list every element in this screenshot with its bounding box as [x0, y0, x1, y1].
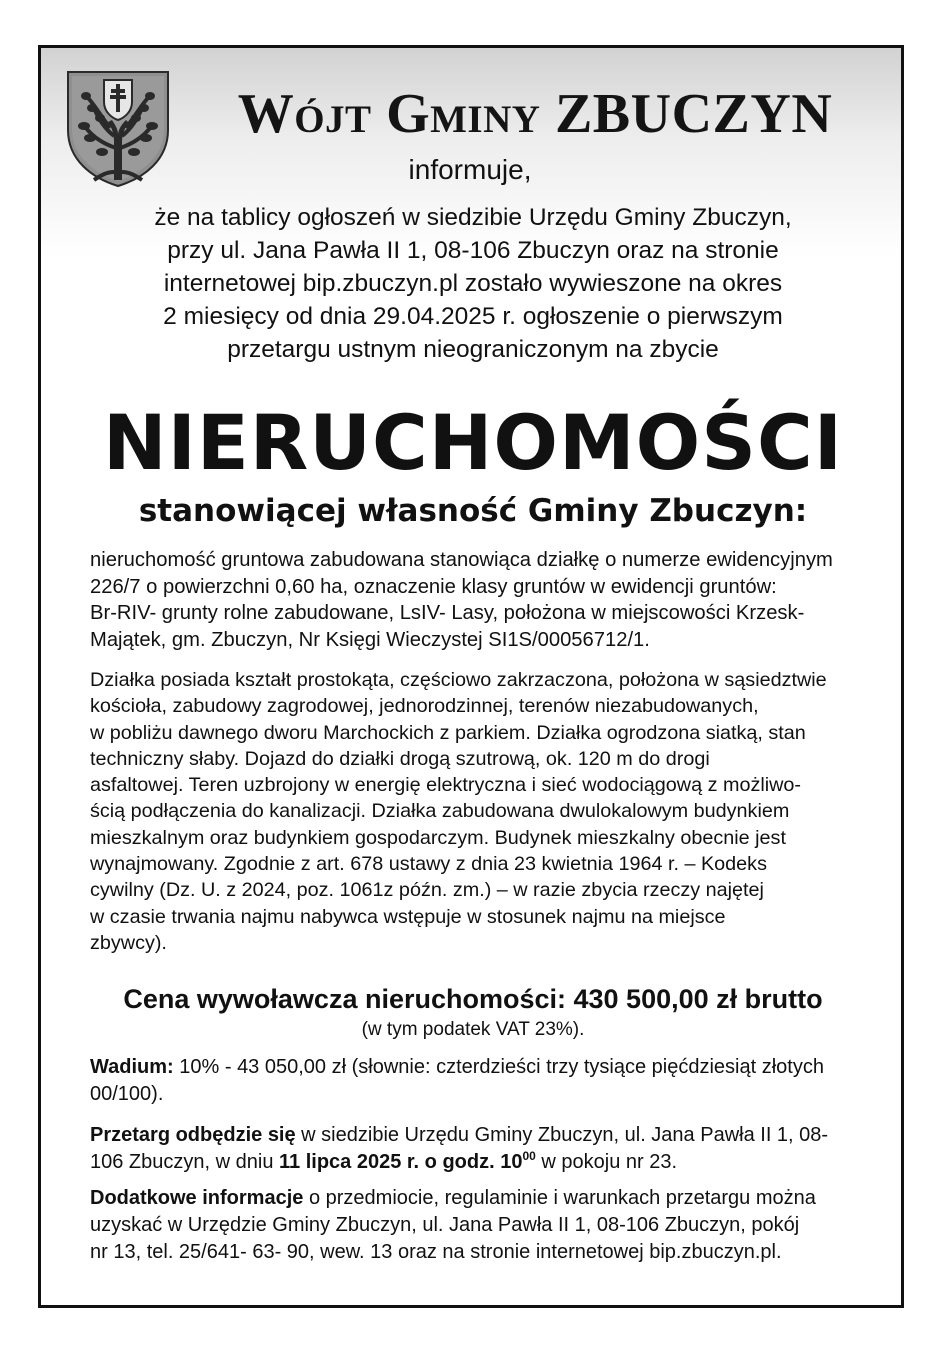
intro-line: internetowej bip.zbuczyn.pl zostało wywieszone na okres	[163, 270, 783, 297]
description-line: Br-RIV- grunty rolne zabudowane, LsIV- Lasy, położona w miejscowości Krzesk-	[90, 602, 805, 624]
details-line: zbywcy).	[90, 931, 167, 954]
description-line: Majątek, gm. Zbuczyn, Nr Księgi Wieczystej SI1S/00056712/1.	[90, 628, 650, 651]
subheadline: stanowiącej własność Gminy Zbuczyn:	[138, 493, 808, 529]
info-line: nr 13, tel. 25/641- 63- 90, wew. 13 oraz na stronie internetowej bip.zbuczyn.pl.	[90, 1241, 782, 1263]
info-text: o przedmiocie, regulaminie i warunkach przetargu można	[303, 1187, 816, 1209]
auction-text: 106 Zbuczyn, w dniu	[90, 1151, 279, 1173]
property-description	[90, 547, 856, 653]
auction-text: w siedzibie Urzędu Gminy Zbuczyn, ul. Jana Pawła II 1, 08-	[295, 1124, 829, 1146]
details-line: Działka posiada kształt prostokąta, częściowo zakrzaczona, położona w sąsiedztwie	[90, 669, 827, 691]
wadium-line	[90, 1054, 856, 1081]
wadium-line: 00/100).	[90, 1083, 164, 1105]
auction-minutes: 00	[522, 1149, 536, 1163]
description-line: nieruchomość gruntowa zabudowana stanowiąca działkę o numerze ewidencyjnym	[90, 549, 833, 571]
details-line: w czasie trwania najmu nabywca wstępuje w stosunek najmu na miejsce	[90, 905, 726, 928]
info-line	[90, 1185, 856, 1212]
description-line: 226/7 o powierzchni 0,60 ha, oznaczenie klasy gruntów w ewidencji gruntów:	[90, 575, 777, 598]
auction-label: Przetarg odbędzie się	[90, 1124, 296, 1146]
plot-details	[90, 667, 856, 956]
auction-room: w pokoju nr 23.	[535, 1151, 678, 1173]
additional-info-section	[90, 1185, 856, 1266]
info-line: uzyskać w Urzędzie Gminy Zbuczyn, ul. Jana Pawła II 1, 08-106 Zbuczyn, pokój	[90, 1214, 800, 1236]
wadium-label: Wadium:	[90, 1056, 174, 1078]
headline: NIERUCHOMOŚCI	[102, 398, 844, 487]
details-line: techniczny słaby. Dojazd do działki drogą szutrową, ok. 120 m do drogi	[90, 747, 710, 770]
informs-text: informuje,	[408, 154, 532, 185]
details-line: asfaltowej. Teren uzbrojony w energię elektryczna i sieć wodociągową z możliwo-	[90, 774, 801, 797]
details-line: ścią podłączenia do kanalizacji. Działka zabudowana dwulokalowym budynkiem	[90, 800, 790, 823]
wadium-section	[90, 1054, 856, 1108]
details-line: kościoła, zabudowy zagrodowej, jednorodzinnej, terenów niezabudowanych,	[90, 695, 759, 718]
starting-price: Cena wywoławcza nieruchomości: 430 500,00 zł brutto	[123, 984, 823, 1014]
details-line: cywilny (Dz. U. z 2024, poz. 1061z późn. zm.) – w razie zbycia rzeczy najętej	[90, 879, 764, 902]
wadium-text: 10% - 43 050,00 zł (słownie: czterdzieści trzy tysiące pięćdziesiąt złotych	[173, 1056, 824, 1078]
details-line: w pobliżu dawnego dworu Marchockich z parkiem. Działka ogrodzona siatką, stan	[90, 721, 806, 744]
intro-line: że na tablicy ogłoszeń w siedzibie Urzędu Gminy Zbuczyn,	[154, 204, 792, 231]
auction-section	[90, 1122, 856, 1176]
vat-note: (w tym podatek VAT 23%).	[361, 1019, 585, 1040]
info-label: Dodatkowe informacje	[90, 1187, 304, 1209]
details-line: wynajmowany. Zgodnie z art. 678 ustawy z dnia 23 kwietnia 1964 r. – Kodeks	[90, 853, 767, 876]
auction-line	[90, 1122, 856, 1149]
notice-title: Wójt Gminy ZBUCZYN	[237, 83, 833, 145]
intro-paragraph	[90, 201, 856, 366]
intro-line: przetargu ustnym nieograniczonym na zbycie	[227, 336, 719, 363]
auction-date-time: 11 lipca 2025 r. o godz. 10	[279, 1151, 523, 1173]
intro-line: 2 miesięcy od dnia 29.04.2025 r. ogłoszenie o pierwszym	[163, 303, 783, 330]
auction-line	[90, 1149, 856, 1176]
details-line: mieszkalnym oraz budynkiem gospodarczym. Budynek mieszkalny obecnie jest	[90, 826, 786, 849]
intro-line: przy ul. Jana Pawła II 1, 08-106 Zbuczyn oraz na stronie	[167, 237, 779, 264]
